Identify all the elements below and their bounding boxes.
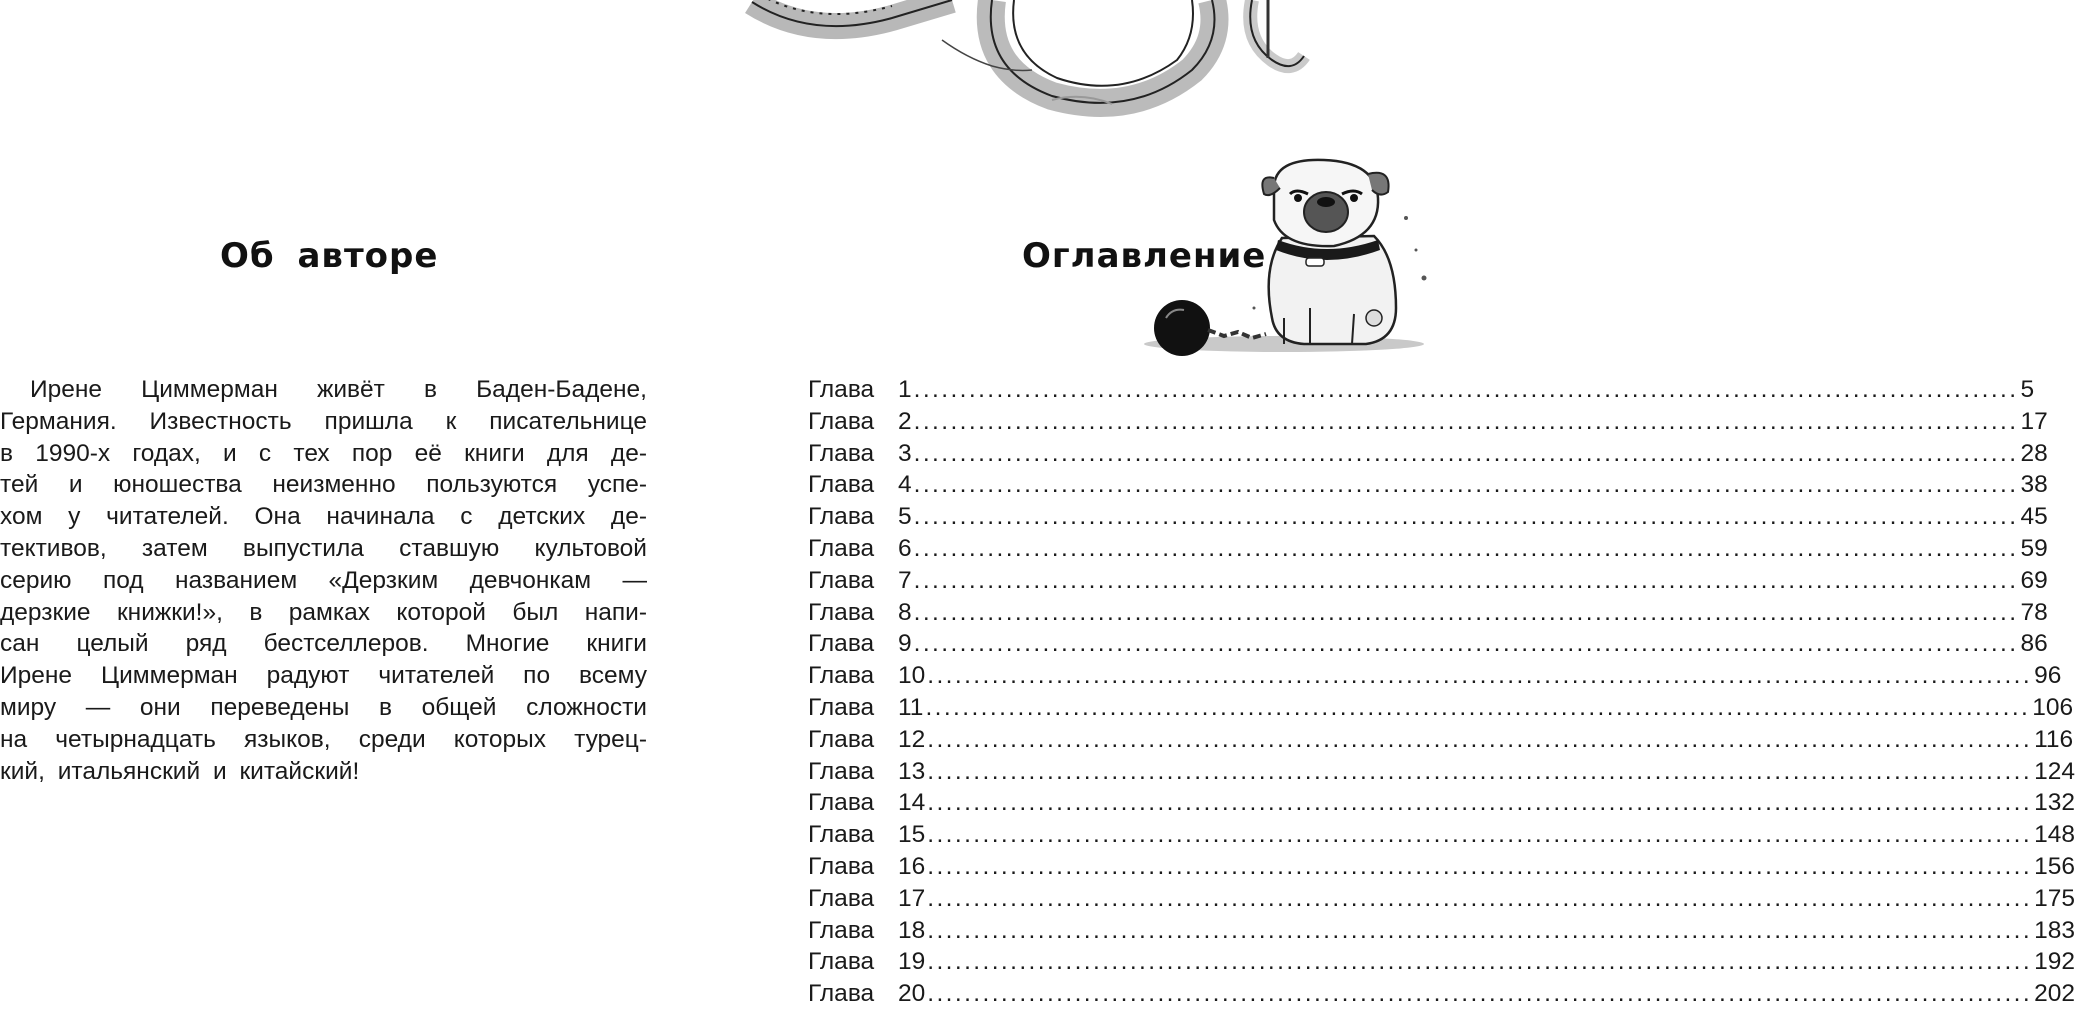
about-line: Германия. Известность пришла к писательнице bbox=[0, 407, 647, 435]
toc-leader-dots: ........................................................................................................................ bbox=[913, 407, 2019, 435]
toc-entry bbox=[808, 469, 2048, 501]
toc-entry-label: Глава bbox=[808, 916, 875, 944]
toc-entry bbox=[808, 787, 2075, 819]
toc-entry-number: 15 bbox=[898, 821, 926, 849]
toc-leader-dots: ........................................................................................................................ bbox=[927, 884, 2033, 912]
toc-entry-number: 7 bbox=[898, 566, 912, 594]
toc-entry-label: Глава bbox=[808, 693, 875, 721]
toc-entry-page: 45 bbox=[2020, 503, 2048, 531]
toc-entry-page: 78 bbox=[2020, 598, 2048, 626]
toc-entry-label: Глава bbox=[808, 884, 875, 912]
toc-entry bbox=[808, 374, 2035, 406]
toc-entry bbox=[808, 438, 2048, 470]
toc-entry-number: 17 bbox=[898, 884, 926, 912]
toc-entry-page: 17 bbox=[2020, 407, 2048, 435]
toc-entry bbox=[808, 724, 2074, 756]
toc-entry-label: Глава bbox=[808, 503, 875, 531]
toc-entry bbox=[808, 597, 2048, 629]
toc-entry-number: 20 bbox=[898, 980, 926, 1008]
toc-entry-page: 69 bbox=[2020, 566, 2048, 594]
toc-entry-label: Глава bbox=[808, 821, 875, 849]
toc-entry-page: 202 bbox=[2034, 980, 2075, 1008]
toc-entry-label: Глава bbox=[808, 471, 875, 499]
toc-leader-dots: ........................................................................................................................ bbox=[913, 630, 2019, 658]
toc-entry-number: 12 bbox=[898, 725, 926, 753]
about-line: серию под названием «Дерзким девчонкам — bbox=[0, 566, 647, 594]
toc-entry-label: Глава bbox=[808, 757, 875, 785]
toc-entry-number: 18 bbox=[898, 916, 926, 944]
about-line: Ирене Циммерман живёт в Баден-Бадене, bbox=[30, 376, 647, 403]
toc-leader-dots: ........................................................................................................................ bbox=[927, 725, 2033, 753]
toc-entry-page: 59 bbox=[2020, 534, 2048, 562]
toc-leader-dots: ........................................................................................................................ bbox=[927, 662, 2033, 690]
toc-entry-label: Глава bbox=[808, 630, 875, 658]
toc-entry-page: 175 bbox=[2034, 884, 2075, 912]
toc-entry-page: 156 bbox=[2034, 852, 2075, 880]
toc-entry bbox=[808, 501, 2048, 533]
about-author-heading: Об авторе bbox=[220, 236, 439, 276]
toc-entry-page: 5 bbox=[2020, 376, 2035, 403]
toc-leader-dots: ........................................................................................................................ bbox=[927, 980, 2033, 1008]
toc-entry-page: 148 bbox=[2034, 821, 2075, 849]
toc-entry-label: Глава bbox=[808, 439, 875, 467]
toc-entry-label: Глава bbox=[808, 566, 875, 594]
toc-leader-dots: ........................................................................................................................ bbox=[927, 948, 2033, 976]
toc-entry-label: Глава bbox=[808, 598, 875, 626]
toc-entry bbox=[808, 819, 2075, 851]
toc-leader-dots: ........................................................................................................................ bbox=[927, 789, 2033, 817]
toc-entry-label: Глава bbox=[808, 534, 875, 562]
toc-entry-page: 124 bbox=[2034, 757, 2075, 785]
toc-entry-number: 13 bbox=[898, 757, 926, 785]
toc-entry-number: 2 bbox=[898, 407, 912, 435]
about-line: дерзкие книжки!», в рамках которой был напи- bbox=[0, 598, 647, 626]
chain-loops-illustration bbox=[752, 0, 1312, 110]
toc-leader-dots: ........................................................................................................................ bbox=[913, 566, 2019, 594]
toc-entry-page: 132 bbox=[2034, 789, 2075, 817]
toc-entry bbox=[808, 565, 2048, 597]
toc-leader-dots: ........................................................................................................................ bbox=[925, 693, 2031, 721]
toc-entry-number: 4 bbox=[898, 471, 912, 499]
toc-entry-number: 5 bbox=[898, 503, 912, 531]
toc-entry-number: 3 bbox=[898, 439, 912, 467]
toc-leader-dots: ........................................................................................................................ bbox=[927, 821, 2033, 849]
toc-leader-dots: ........................................................................................................................ bbox=[927, 916, 2033, 944]
toc-leader-dots: ........................................................................................................................ bbox=[913, 598, 2019, 626]
toc-leader-dots: ........................................................................................................................ bbox=[913, 534, 2019, 562]
about-author-text bbox=[0, 374, 647, 787]
toc-leader-dots: ........................................................................................................................ bbox=[927, 852, 2033, 880]
toc-entry-page: 106 bbox=[2032, 693, 2074, 721]
toc-entry-number: 11 bbox=[898, 693, 924, 721]
about-line: миру — они переведены в общей сложности bbox=[0, 693, 647, 721]
toc-entry-page: 116 bbox=[2034, 725, 2074, 753]
toc-entry-page: 28 bbox=[2020, 439, 2048, 467]
about-line: в 1990-х годах, и с тех пор её книги для де- bbox=[0, 439, 647, 467]
toc-entry-number: 19 bbox=[898, 948, 926, 976]
toc-entry bbox=[808, 692, 2074, 724]
toc-entry-label: Глава bbox=[808, 662, 875, 690]
about-line: кий, итальянский и китайский! bbox=[0, 757, 360, 785]
toc-entry-number: 8 bbox=[898, 598, 912, 626]
toc-entry-number: 10 bbox=[898, 662, 926, 690]
toc-entry-label: Глава bbox=[808, 948, 875, 976]
toc-entry bbox=[808, 406, 2048, 438]
toc-entry bbox=[808, 978, 2075, 1010]
toc-entry bbox=[808, 915, 2075, 947]
toc-leader-dots: ........................................................................................................................ bbox=[913, 471, 2019, 499]
table-of-contents-heading: Оглавление bbox=[1022, 236, 1267, 276]
toc-entry-label: Глава bbox=[808, 407, 875, 435]
about-line: тей и юношества неизменно пользуются успе- bbox=[0, 471, 647, 499]
about-line: хом у читателей. Она начинала с детских де- bbox=[0, 503, 647, 531]
toc-leader-dots: ........................................................................................................................ bbox=[913, 503, 2019, 531]
toc-entry bbox=[808, 946, 2075, 978]
table-of-contents bbox=[808, 374, 2075, 1010]
about-line: Ирене Циммерман радуют читателей по всему bbox=[0, 662, 647, 690]
toc-leader-dots: ........................................................................................................................ bbox=[913, 439, 2019, 467]
toc-entry-number: 14 bbox=[898, 789, 926, 817]
toc-leader-dots: ........................................................................................................................ bbox=[913, 376, 2019, 403]
toc-entry bbox=[808, 533, 2048, 565]
toc-entry-label: Глава bbox=[808, 852, 875, 880]
toc-entry-page: 192 bbox=[2034, 948, 2075, 976]
toc-entry-number: 1 bbox=[898, 376, 912, 403]
about-line: тективов, затем выпустила ставшую культовой bbox=[0, 534, 647, 562]
toc-entry bbox=[808, 628, 2048, 660]
toc-entry-label: Глава bbox=[808, 980, 875, 1008]
pug-with-ball-and-chain-illustration bbox=[1134, 158, 1439, 358]
toc-entry-page: 86 bbox=[2020, 630, 2048, 658]
toc-entry-number: 6 bbox=[898, 534, 912, 562]
toc-entry bbox=[808, 883, 2075, 915]
toc-entry bbox=[808, 756, 2075, 788]
about-line: сан целый ряд бестселлеров. Многие книги bbox=[0, 630, 647, 658]
toc-entry-number: 9 bbox=[898, 630, 912, 658]
toc-entry bbox=[808, 851, 2075, 883]
toc-entry-label: Глава bbox=[808, 376, 875, 403]
toc-entry bbox=[808, 660, 2062, 692]
about-line: на четырнадцать языков, среди которых турец- bbox=[0, 725, 647, 753]
toc-entry-page: 183 bbox=[2034, 916, 2075, 944]
toc-leader-dots: ........................................................................................................................ bbox=[927, 757, 2033, 785]
toc-entry-number: 16 bbox=[898, 852, 926, 880]
right-page bbox=[722, 0, 2075, 1008]
toc-entry-page: 96 bbox=[2034, 662, 2062, 690]
left-page bbox=[0, 0, 720, 1005]
toc-entry-page: 38 bbox=[2020, 471, 2048, 499]
toc-entry-label: Глава bbox=[808, 725, 875, 753]
toc-entry-label: Глава bbox=[808, 789, 875, 817]
